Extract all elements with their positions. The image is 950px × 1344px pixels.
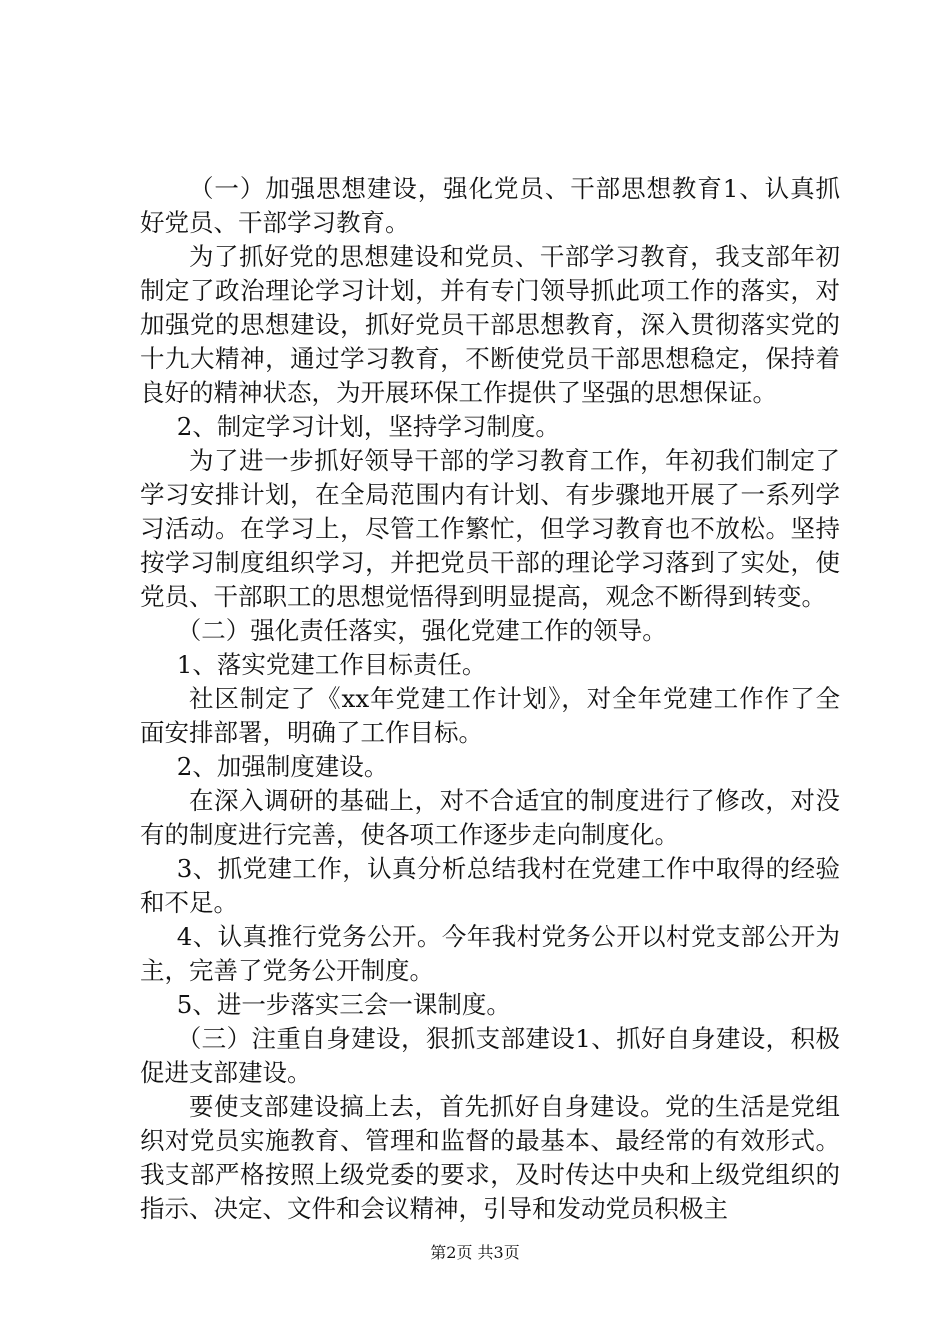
list-item: 2、制定学习计划，坚持学习制度。 — [176, 412, 560, 441]
page-footer — [0, 1242, 950, 1264]
list-item: 2、加强制度建设。 — [176, 752, 389, 781]
section-heading-1: （一）加强思想建设，强化党员、干部思想教育1、认真抓好党员、干部学习教育。 — [140, 174, 840, 237]
page-number: 第2页 共3页 — [430, 1243, 520, 1262]
list-item: 3、抓党建工作，认真分析总结我村在党建工作中取得的经验和不足。 — [140, 854, 840, 917]
document-body — [140, 172, 840, 1226]
paragraph: 为了进一步抓好领导干部的学习教育工作，年初我们制定了学习安排计划，在全局范围内有计划、有步骤地开展了一系列学习活动。在学习上，尽管工作繁忙，但学习教育也不放松。坚持按学习制度组织学习，并把党员干部的理论学习落到了实处，使党员、干部职工的思想觉悟得到明显提高，观念不断得到转变。 — [140, 446, 840, 611]
paragraph: 在深入调研的基础上，对不合适宜的制度进行了修改，对没有的制度进行完善，使各项工作逐步走向制度化。 — [140, 786, 840, 849]
section-heading-3: （三）注重自身建设，狠抓支部建设1、抓好自身建设，积极促进支部建设。 — [140, 1024, 840, 1087]
paragraph: 为了抓好党的思想建设和党员、干部学习教育，我支部年初制定了政治理论学习计划，并有专门领导抓此项工作的落实，对加强党的思想建设，抓好党员干部思想教育，深入贯彻落实党的十九大精神，通过学习教育，不断使党员干部思想稳定，保持着良好的精神状态，为开展环保工作提供了坚强的思想保证。 — [140, 242, 840, 407]
list-item: 1、落实党建工作目标责任。 — [176, 650, 487, 679]
list-item: 4、认真推行党务公开。今年我村党务公开以村党支部公开为主，完善了党务公开制度。 — [140, 922, 840, 985]
paragraph: 要使支部建设搞上去，首先抓好自身建设。党的生活是党组织对党员实施教育、管理和监督的最基本、最经常的有效形式。我支部严格按照上级党委的要求，及时传达中央和上级党组织的指示、决定、文件和会议精神，引导和发动党员积极主 — [140, 1092, 840, 1223]
paragraph: 社区制定了《xx年党建工作计划》，对全年党建工作作了全面安排部署，明确了工作目标。 — [140, 684, 840, 747]
list-item: 5、进一步落实三会一课制度。 — [176, 990, 511, 1019]
section-heading-2: （二）强化责任落实，强化党建工作的领导。 — [176, 616, 667, 645]
